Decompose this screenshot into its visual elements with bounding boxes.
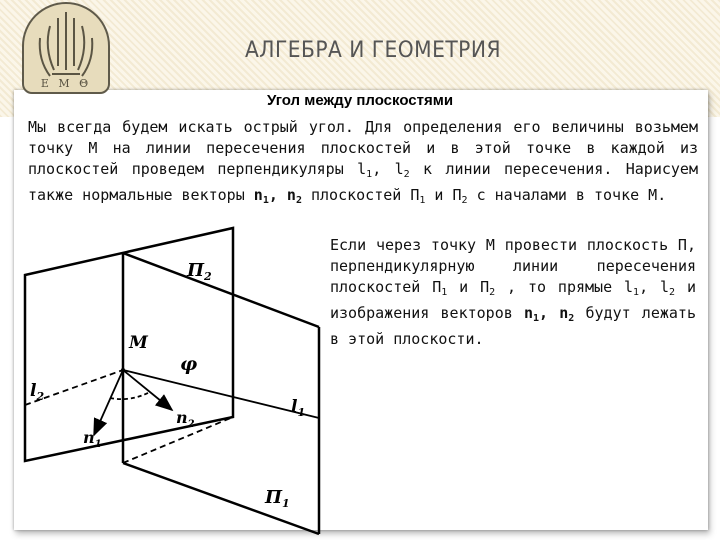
page-title: АЛГЕБРА И ГЕОМЕТРИЯ	[245, 38, 501, 63]
university-logo	[22, 2, 110, 94]
plane-paragraph: Если через точку М провести плоскость П, перпендикулярную линии пересечения плоскостей $П_1$ и $П_2$ , то прямые $l_1$, $l_2$ и изображения векторов $n_1$, $n_2$ будут лежать в этой плоскости.	[330, 236, 697, 348]
planes-diagram	[18, 225, 328, 537]
point-m	[121, 368, 125, 372]
section-heading: Угол между плоскостями	[266, 92, 454, 109]
svg-text:l2: $l_2$	[30, 381, 45, 403]
svg-text:l1: $l_1$	[291, 397, 306, 419]
svg-text:n2: $n_2$	[176, 408, 195, 430]
svg-text:M: M	[129, 333, 148, 353]
intro-paragraph: Мы всегда будем искать острый угол. Для определения его величины возьмем точку М на линии пересечения плоскостей и в этой точке в каждой из плоскостей проведем перпендикуляры $l_1$, $l_2$ к линии пересечения. Нарисуем также нормальные векторы $n_1$, $n_2$ плоскостей $П_1$ и $П_2$ с началами в точке М.	[28, 118, 698, 206]
svg-text:n1: $n_1$	[83, 428, 102, 450]
svg-text:П2: $П_2$	[187, 260, 212, 283]
angle-arc	[110, 392, 150, 399]
normal-vector-n1	[94, 370, 123, 435]
logo-lettering: Ε Μ Θ	[40, 77, 92, 90]
svg-text:П1: $П_1$	[265, 487, 290, 510]
svg-text:φ: φ	[180, 353, 198, 375]
